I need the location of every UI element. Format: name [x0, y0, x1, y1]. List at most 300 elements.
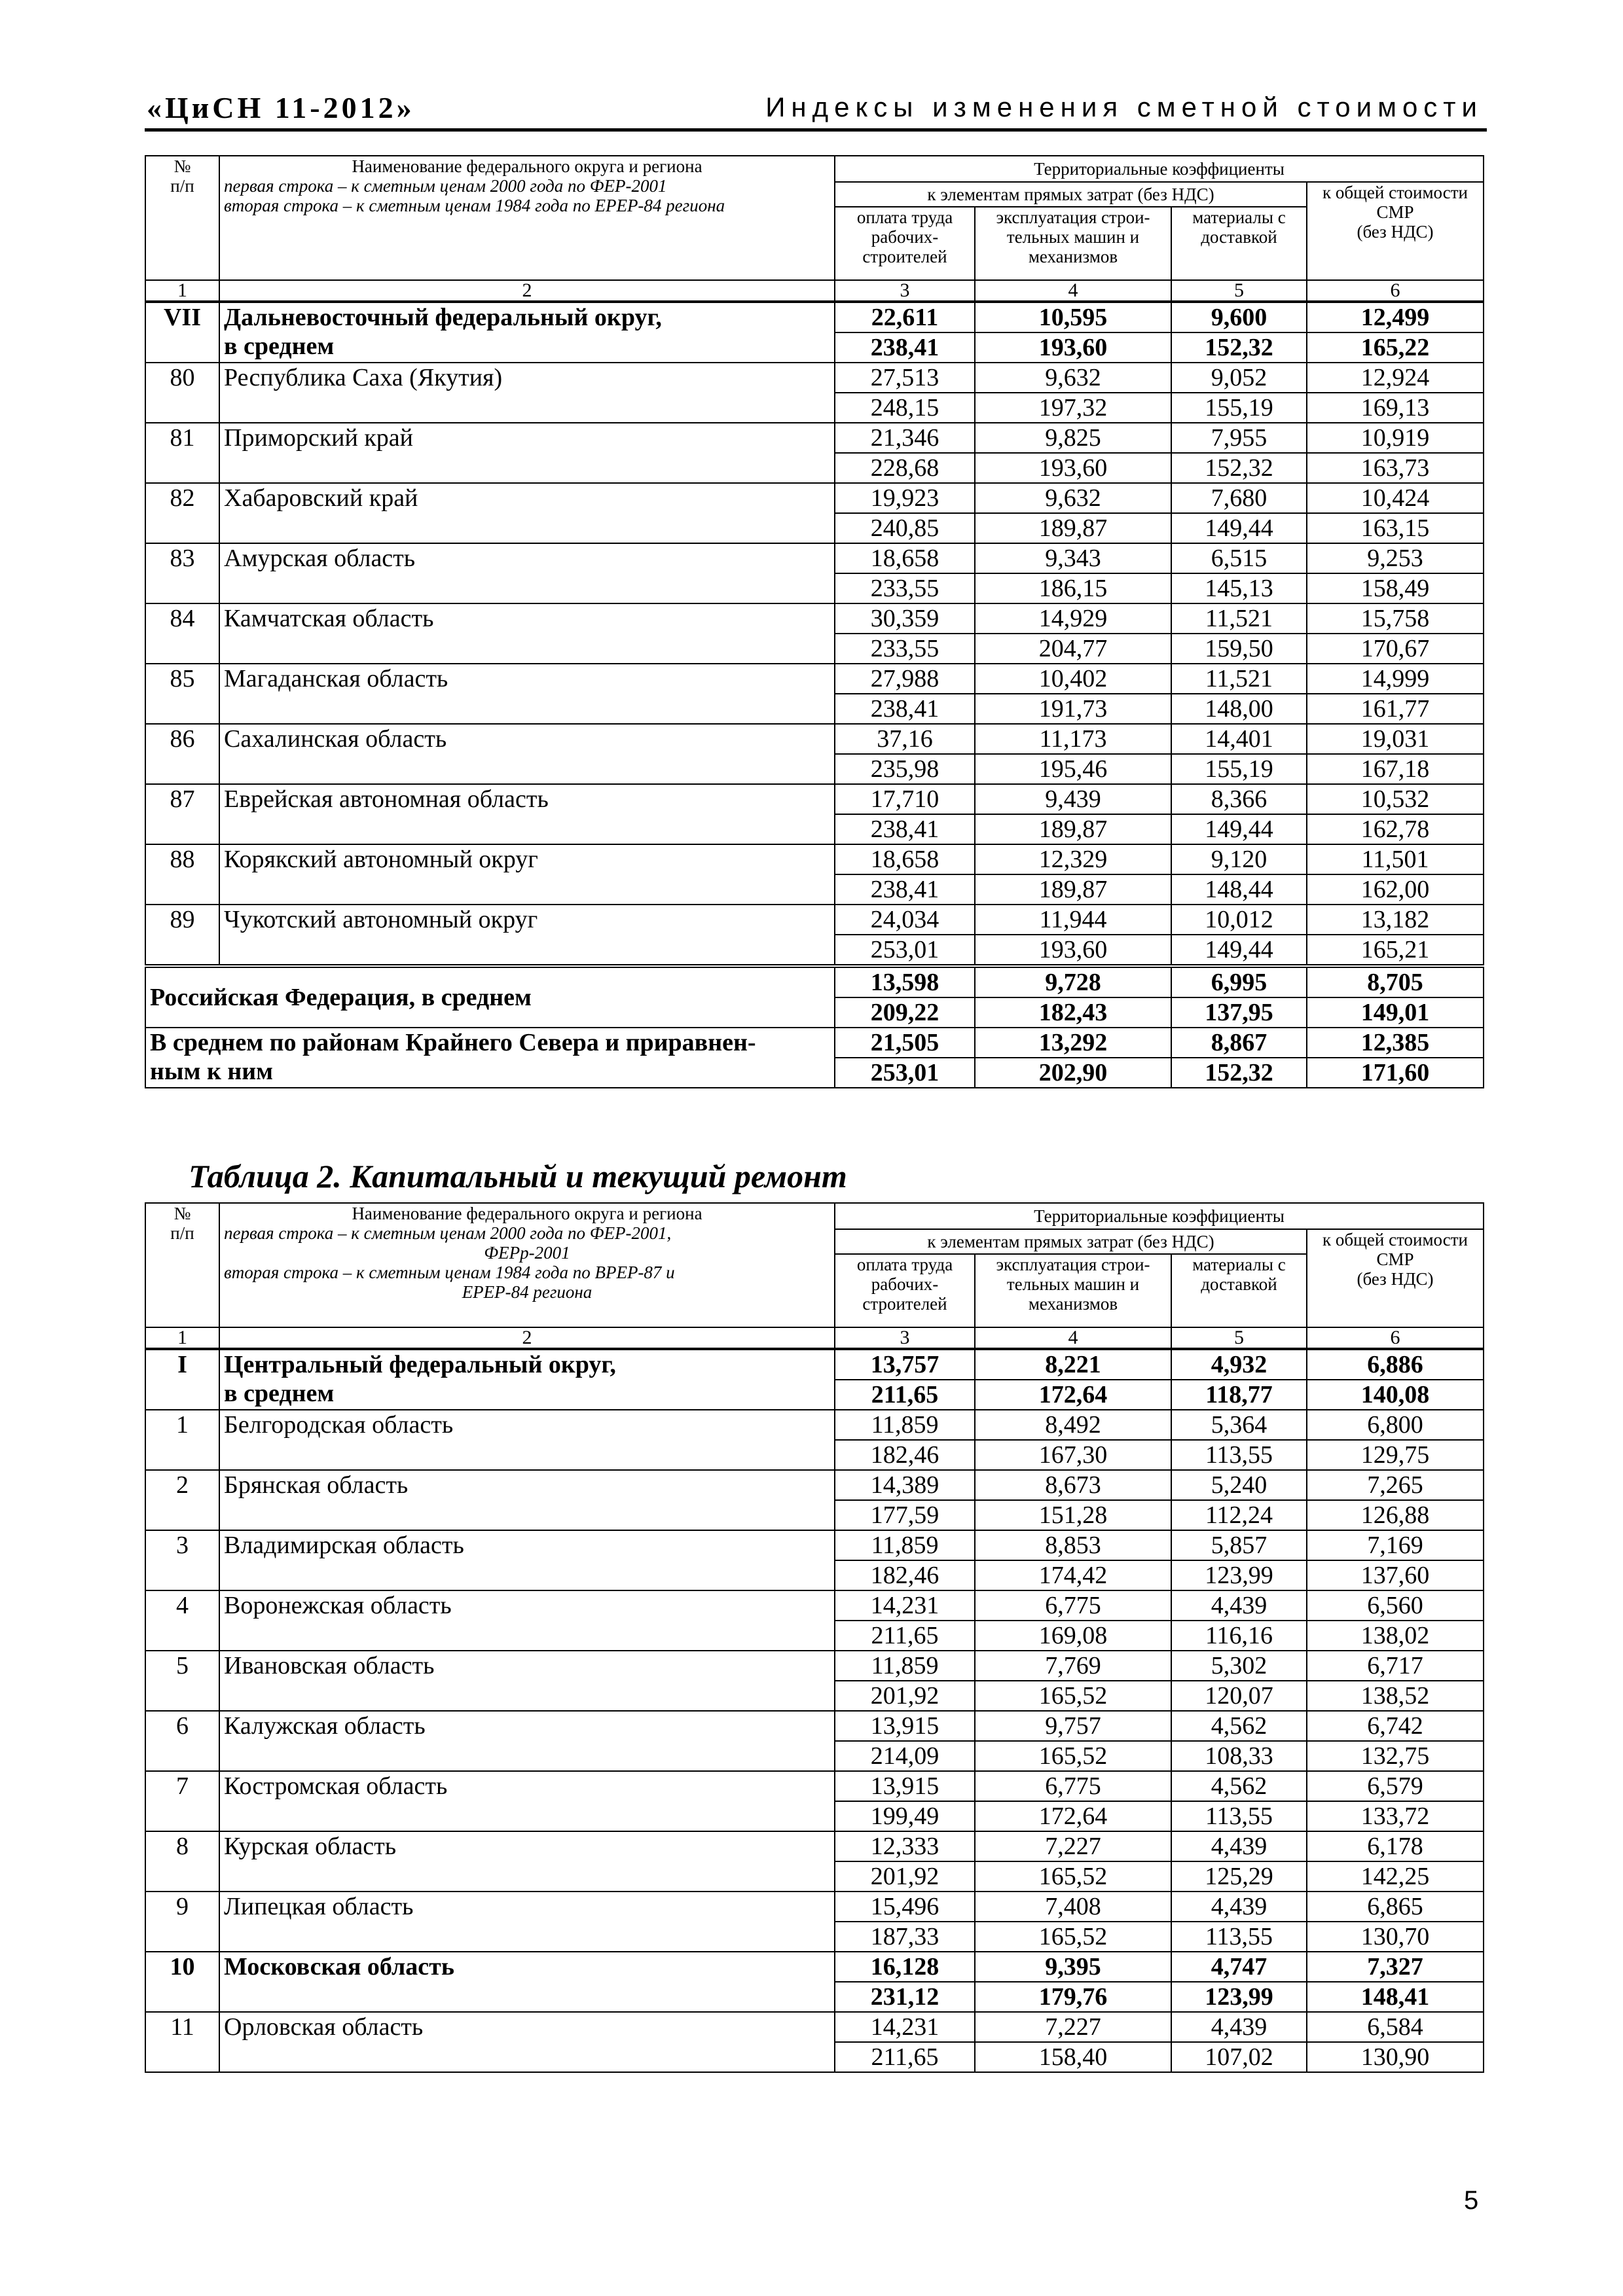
region-name	[219, 543, 835, 603]
column-number: 4	[975, 280, 1171, 302]
region-name-line: Камчатская область	[224, 605, 434, 632]
coef-1984: 149,44	[1171, 814, 1307, 844]
region-name-line: Костромская область	[224, 1772, 448, 1800]
coef-2000: 7,265	[1307, 1470, 1484, 1500]
table-row	[145, 423, 1484, 453]
coef-1984: 189,87	[975, 874, 1171, 905]
row-number: 83	[145, 543, 219, 603]
header-number	[145, 156, 219, 280]
header-c5	[1171, 1254, 1307, 1327]
coef-1984: 158,40	[975, 2042, 1171, 2072]
coef-1984: 142,25	[1307, 1861, 1484, 1892]
table-row	[145, 1952, 1484, 1982]
region-name	[219, 724, 835, 784]
coef-2000: 4,439	[1171, 1590, 1307, 1621]
table-row	[145, 1590, 1484, 1621]
total-coef-2000: 13,598	[835, 966, 975, 997]
coef-1984: 172,64	[975, 1801, 1171, 1831]
region-name-line: Корякский автономный округ	[224, 846, 538, 873]
region-name-line: Центральный федеральный округ,	[224, 1351, 616, 1378]
row-number: 86	[145, 724, 219, 784]
coef-2000: 6,865	[1307, 1892, 1484, 1922]
coef-2000: 15,496	[835, 1892, 975, 1922]
total-row	[145, 966, 1484, 997]
region-name	[219, 1470, 835, 1530]
coef-2000: 11,859	[835, 1410, 975, 1440]
coef-1984: 149,44	[1171, 935, 1307, 966]
row-number: 2	[145, 1470, 219, 1530]
row-number: 85	[145, 664, 219, 724]
header-text-line: к общей стоимости	[1322, 183, 1468, 202]
coef-2000: 4,932	[1171, 1349, 1307, 1380]
coef-2000: 6,886	[1307, 1349, 1484, 1380]
header-text-line: материалы с	[1192, 1255, 1286, 1274]
table-row	[145, 543, 1484, 573]
total-coef-1984: 182,43	[975, 997, 1171, 1028]
header-row	[145, 156, 1484, 182]
coef-1984: 238,41	[835, 874, 975, 905]
row-number: 4	[145, 1590, 219, 1651]
coef-2000: 9,757	[975, 1711, 1171, 1741]
header-text-line: доставкой	[1201, 1274, 1277, 1294]
row-number: I	[145, 1349, 219, 1410]
coef-1984: 169,08	[975, 1621, 1171, 1651]
region-name	[219, 603, 835, 664]
coef-1984: 165,52	[975, 1861, 1171, 1892]
coef-2000: 4,439	[1171, 1892, 1307, 1922]
header-text-line: п/п	[170, 1223, 194, 1243]
region-name	[219, 1590, 835, 1651]
region-name-line: Курская область	[224, 1833, 397, 1860]
header-name-title: Наименование федерального округа и региона	[352, 1204, 702, 1223]
coef-2000: 5,240	[1171, 1470, 1307, 1500]
coef-1984: 191,73	[975, 694, 1171, 724]
coef-2000: 9,343	[975, 543, 1171, 573]
coef-1984: 159,50	[1171, 634, 1307, 664]
coef-2000: 4,562	[1171, 1711, 1307, 1741]
region-name-line: Белгородская область	[224, 1411, 454, 1439]
coef-1984: 138,52	[1307, 1681, 1484, 1711]
coef-2000: 6,775	[975, 1771, 1171, 1801]
coef-2000: 6,579	[1307, 1771, 1484, 1801]
coef-1984: 132,75	[1307, 1741, 1484, 1771]
row-number: 6	[145, 1711, 219, 1771]
coef-2000: 6,560	[1307, 1590, 1484, 1621]
total-coef-1984: 171,60	[1307, 1058, 1484, 1088]
coef-2000: 9,632	[975, 483, 1171, 513]
region-name	[219, 844, 835, 905]
region-name	[219, 1952, 835, 2012]
region-name	[219, 483, 835, 543]
coef-1984: 165,52	[975, 1681, 1171, 1711]
coef-2000: 7,327	[1307, 1952, 1484, 1982]
coef-1984: 172,64	[975, 1380, 1171, 1410]
coef-1984: 138,02	[1307, 1621, 1484, 1651]
table-row	[145, 603, 1484, 634]
coef-2000: 6,742	[1307, 1711, 1484, 1741]
table-row	[145, 483, 1484, 513]
coef-2000: 4,439	[1171, 1831, 1307, 1861]
coef-2000: 4,562	[1171, 1771, 1307, 1801]
region-name	[219, 302, 835, 363]
coef-2000: 17,710	[835, 784, 975, 814]
header-total-cost	[1307, 1229, 1484, 1327]
row-number: 87	[145, 784, 219, 844]
header-name	[219, 156, 835, 280]
table-row	[145, 905, 1484, 935]
coef-2000: 12,333	[835, 1831, 975, 1861]
coef-1984: 155,19	[1171, 754, 1307, 784]
coef-2000: 9,600	[1171, 302, 1307, 332]
coef-1984: 148,44	[1171, 874, 1307, 905]
coef-2000: 6,717	[1307, 1651, 1484, 1681]
total-name	[145, 1028, 835, 1088]
coef-1984: 238,41	[835, 814, 975, 844]
coef-1984: 118,77	[1171, 1380, 1307, 1410]
header-text-line: механизмов	[1028, 1294, 1118, 1314]
header-number	[145, 1203, 219, 1327]
header-coefficients: Территориальные коэффициенты	[835, 1203, 1484, 1229]
table2-title: Таблица 2. Капитальный и текущий ремонт	[189, 1158, 847, 1194]
table-row	[145, 363, 1484, 393]
coef-1984: 125,29	[1171, 1861, 1307, 1892]
coef-2000: 14,231	[835, 2012, 975, 2042]
region-name-line: в среднем	[224, 332, 335, 360]
coef-2000: 27,988	[835, 664, 975, 694]
region-name-line: Амурская область	[224, 545, 416, 572]
row-number: VII	[145, 302, 219, 363]
total-coef-2000: 13,292	[975, 1028, 1171, 1058]
header-text-line: эксплуатация строи-	[996, 1255, 1150, 1274]
table-far-east-coefficients	[145, 155, 1484, 1088]
total-coef-1984: 149,01	[1307, 997, 1484, 1028]
coef-2000: 18,658	[835, 543, 975, 573]
coef-2000: 13,915	[835, 1771, 975, 1801]
coef-2000: 10,012	[1171, 905, 1307, 935]
region-name-line: Дальневосточный федеральный округ,	[224, 304, 662, 331]
coef-2000: 7,769	[975, 1651, 1171, 1681]
coef-1984: 179,76	[975, 1982, 1171, 2012]
header-c4	[975, 207, 1171, 280]
coef-2000: 8,853	[975, 1530, 1171, 1560]
coef-2000: 14,929	[975, 603, 1171, 634]
table-row	[145, 1711, 1484, 1741]
coef-1984: 214,09	[835, 1741, 975, 1771]
coef-2000: 16,128	[835, 1952, 975, 1982]
header-c5	[1171, 207, 1307, 280]
coef-1984: 201,92	[835, 1861, 975, 1892]
coef-2000: 4,747	[1171, 1952, 1307, 1982]
region-name	[219, 784, 835, 844]
coef-1984: 193,60	[975, 935, 1171, 966]
coef-2000: 5,857	[1171, 1530, 1307, 1560]
coef-2000: 7,680	[1171, 483, 1307, 513]
total-coef-1984: 152,32	[1171, 1058, 1307, 1088]
coef-2000: 14,231	[835, 1590, 975, 1621]
coef-1984: 238,41	[835, 694, 975, 724]
coef-1984: 165,22	[1307, 332, 1484, 363]
coef-2000: 14,389	[835, 1470, 975, 1500]
coef-1984: 233,55	[835, 573, 975, 603]
table-row	[145, 1831, 1484, 1861]
region-name-line: Московская область	[224, 1953, 454, 1981]
header-text-line: доставкой	[1201, 227, 1277, 247]
coef-2000: 27,513	[835, 363, 975, 393]
coef-2000: 8,221	[975, 1349, 1171, 1380]
column-number: 5	[1171, 1327, 1307, 1349]
region-name-line: Липецкая область	[224, 1893, 414, 1920]
coef-1984: 145,13	[1171, 573, 1307, 603]
coef-2000: 13,915	[835, 1711, 975, 1741]
row-number: 88	[145, 844, 219, 905]
row-number: 7	[145, 1771, 219, 1831]
coef-1984: 235,98	[835, 754, 975, 784]
coef-1984: 165,52	[975, 1741, 1171, 1771]
coef-2000: 14,401	[1171, 724, 1307, 754]
coef-2000: 11,521	[1171, 603, 1307, 634]
header-row	[145, 1203, 1484, 1229]
row-number: 81	[145, 423, 219, 483]
header-text-line: строителей	[862, 1294, 947, 1314]
header-direct-costs: к элементам прямых затрат (без НДС)	[835, 182, 1307, 207]
coef-1984: 169,13	[1307, 393, 1484, 423]
coef-1984: 113,55	[1171, 1922, 1307, 1952]
coef-1984: 120,07	[1171, 1681, 1307, 1711]
total-coef-2000: 9,728	[975, 966, 1171, 997]
coef-1984: 182,46	[835, 1560, 975, 1590]
table-row	[145, 302, 1484, 332]
header-text-line: эксплуатация строи-	[996, 207, 1150, 227]
coef-1984: 189,87	[975, 814, 1171, 844]
region-name	[219, 1711, 835, 1771]
coef-1984: 112,24	[1171, 1500, 1307, 1530]
header-second-line-note: вторая строка – к сметным ценам 1984 года по ЕРЕР-84 региона	[224, 196, 725, 215]
column-number: 2	[219, 280, 835, 302]
coef-1984: 238,41	[835, 332, 975, 363]
coef-1984: 165,52	[975, 1922, 1171, 1952]
coef-2000: 10,532	[1307, 784, 1484, 814]
region-name	[219, 1349, 835, 1410]
coef-2000: 10,919	[1307, 423, 1484, 453]
column-number: 1	[145, 1327, 219, 1349]
row-number: 9	[145, 1892, 219, 1952]
header-text-line: оплата труда	[856, 1255, 953, 1274]
coef-1984: 129,75	[1307, 1440, 1484, 1470]
coef-2000: 6,775	[975, 1590, 1171, 1621]
header-name	[219, 1203, 835, 1327]
coef-1984: 163,15	[1307, 513, 1484, 543]
coef-2000: 9,253	[1307, 543, 1484, 573]
coef-2000: 9,632	[975, 363, 1171, 393]
coef-2000: 5,364	[1171, 1410, 1307, 1440]
coef-1984: 162,00	[1307, 874, 1484, 905]
coef-2000: 11,501	[1307, 844, 1484, 874]
coef-2000: 7,169	[1307, 1530, 1484, 1560]
coef-2000: 11,944	[975, 905, 1171, 935]
table-row	[145, 1470, 1484, 1500]
header-text-line: (без НДС)	[1357, 1269, 1434, 1289]
table-row	[145, 844, 1484, 874]
coef-1984: 140,08	[1307, 1380, 1484, 1410]
column-number: 4	[975, 1327, 1171, 1349]
coef-2000: 19,031	[1307, 724, 1484, 754]
total-coef-2000: 12,385	[1307, 1028, 1484, 1058]
header-text-line: материалы с	[1192, 207, 1286, 227]
coef-2000: 6,800	[1307, 1410, 1484, 1440]
coef-2000: 21,346	[835, 423, 975, 453]
total-name-line: ным к ним	[150, 1058, 274, 1085]
coef-1984: 158,49	[1307, 573, 1484, 603]
column-number: 5	[1171, 280, 1307, 302]
header-text-line: механизмов	[1028, 247, 1118, 266]
row-number: 84	[145, 603, 219, 664]
region-name-line: в среднем	[224, 1380, 335, 1407]
header-text-line: тельных машин и	[1006, 1274, 1140, 1294]
region-name-line: Республика Саха (Якутия)	[224, 364, 503, 391]
coef-2000: 8,366	[1171, 784, 1307, 814]
column-number: 3	[835, 280, 975, 302]
coef-2000: 11,173	[975, 724, 1171, 754]
table-repair-coefficients	[145, 1202, 1484, 2073]
coef-1984: 193,60	[975, 453, 1171, 483]
row-number: 3	[145, 1530, 219, 1590]
region-name	[219, 1771, 835, 1831]
header-c3	[835, 207, 975, 280]
coef-2000: 15,758	[1307, 603, 1484, 634]
coef-1984: 182,46	[835, 1440, 975, 1470]
column-number-row	[145, 1327, 1484, 1349]
column-number-row	[145, 280, 1484, 302]
coef-1984: 201,92	[835, 1681, 975, 1711]
coef-2000: 8,492	[975, 1410, 1171, 1440]
coef-2000: 6,178	[1307, 1831, 1484, 1861]
coef-1984: 170,67	[1307, 634, 1484, 664]
coef-1984: 240,85	[835, 513, 975, 543]
region-name-line: Калужская область	[224, 1712, 426, 1740]
region-name-line: Орловская область	[224, 2013, 424, 2041]
total-coef-2000: 8,705	[1307, 966, 1484, 997]
table-row	[145, 1892, 1484, 1922]
coef-1984: 211,65	[835, 2042, 975, 2072]
header-text-line: строителей	[862, 247, 947, 266]
coef-2000: 9,052	[1171, 363, 1307, 393]
coef-2000: 11,859	[835, 1651, 975, 1681]
region-name	[219, 2012, 835, 2072]
coef-2000: 6,515	[1171, 543, 1307, 573]
region-name-line: Брянская область	[224, 1471, 409, 1499]
coef-1984: 167,30	[975, 1440, 1171, 1470]
coef-1984: 231,12	[835, 1982, 975, 2012]
coef-2000: 10,424	[1307, 483, 1484, 513]
coef-1984: 108,33	[1171, 1741, 1307, 1771]
coef-2000: 13,757	[835, 1349, 975, 1380]
total-coef-1984: 253,01	[835, 1058, 975, 1088]
coef-1984: 228,68	[835, 453, 975, 483]
coef-1984: 195,46	[975, 754, 1171, 784]
row-number: 80	[145, 363, 219, 423]
coef-1984: 193,60	[975, 332, 1171, 363]
row-number: 89	[145, 905, 219, 966]
header-divider	[145, 128, 1487, 132]
coef-1984: 126,88	[1307, 1500, 1484, 1530]
coef-2000: 22,611	[835, 302, 975, 332]
region-name	[219, 423, 835, 483]
header-c3	[835, 1254, 975, 1327]
coef-2000: 12,924	[1307, 363, 1484, 393]
table-row	[145, 784, 1484, 814]
region-name	[219, 1892, 835, 1952]
coef-2000: 9,825	[975, 423, 1171, 453]
row-number: 5	[145, 1651, 219, 1711]
coef-1984: 107,02	[1171, 2042, 1307, 2072]
coef-1984: 189,87	[975, 513, 1171, 543]
header-text-line: оплата труда	[856, 207, 953, 227]
table-row	[145, 2012, 1484, 2042]
coef-2000: 13,182	[1307, 905, 1484, 935]
table-row	[145, 1530, 1484, 1560]
coef-2000: 19,923	[835, 483, 975, 513]
region-name-line: Еврейская автономная область	[224, 785, 549, 813]
coef-2000: 6,584	[1307, 2012, 1484, 2042]
total-coef-1984: 202,90	[975, 1058, 1171, 1088]
coef-1984: 152,32	[1171, 332, 1307, 363]
header-first-line-note: первая строка – к сметным ценам 2000 года по ФЕР-2001	[224, 176, 667, 196]
coef-1984: 113,55	[1171, 1801, 1307, 1831]
header-second-line-note: вторая строка – к сметным ценам 1984 года по ВРЕР-87 и	[224, 1263, 675, 1282]
header-first-line-note: первая строка – к сметным ценам 2000 года по ФЕР-2001,	[224, 1223, 672, 1243]
page-number: 5	[1464, 2186, 1479, 2215]
row-number: 10	[145, 1952, 219, 2012]
header-text-line: №	[173, 1204, 191, 1223]
coef-1984: 177,59	[835, 1500, 975, 1530]
header-name-title: Наименование федерального округа и региона	[352, 156, 702, 176]
total-coef-1984: 137,95	[1171, 997, 1307, 1028]
coef-1984: 148,41	[1307, 1982, 1484, 2012]
coef-2000: 4,439	[1171, 2012, 1307, 2042]
coef-2000: 7,408	[975, 1892, 1171, 1922]
coef-2000: 5,302	[1171, 1651, 1307, 1681]
header-text-line: тельных машин и	[1006, 227, 1140, 247]
row-number: 8	[145, 1831, 219, 1892]
column-number: 2	[219, 1327, 835, 1349]
coef-2000: 37,16	[835, 724, 975, 754]
header-total-cost	[1307, 182, 1484, 280]
header-c4	[975, 1254, 1171, 1327]
total-coef-1984: 209,22	[835, 997, 975, 1028]
table-row	[145, 664, 1484, 694]
total-row	[145, 1028, 1484, 1058]
region-name	[219, 1651, 835, 1711]
column-number: 3	[835, 1327, 975, 1349]
coef-2000: 10,595	[975, 302, 1171, 332]
coef-1984: 113,55	[1171, 1440, 1307, 1470]
header-text-line: к общей стоимости	[1322, 1230, 1468, 1249]
coef-2000: 9,395	[975, 1952, 1171, 1982]
column-number: 1	[145, 280, 219, 302]
coef-1984: 137,60	[1307, 1560, 1484, 1590]
coef-2000: 9,439	[975, 784, 1171, 814]
region-name-line: Магаданская область	[224, 665, 448, 692]
table-row	[145, 1651, 1484, 1681]
coef-2000: 9,120	[1171, 844, 1307, 874]
header-text-line: СМР	[1376, 202, 1414, 222]
coef-1984: 148,00	[1171, 694, 1307, 724]
table-row	[145, 1349, 1484, 1380]
region-name-line: Ивановская область	[224, 1652, 435, 1679]
table-row	[145, 724, 1484, 754]
column-number: 6	[1307, 280, 1484, 302]
header-text-line: (без НДС)	[1357, 222, 1434, 242]
